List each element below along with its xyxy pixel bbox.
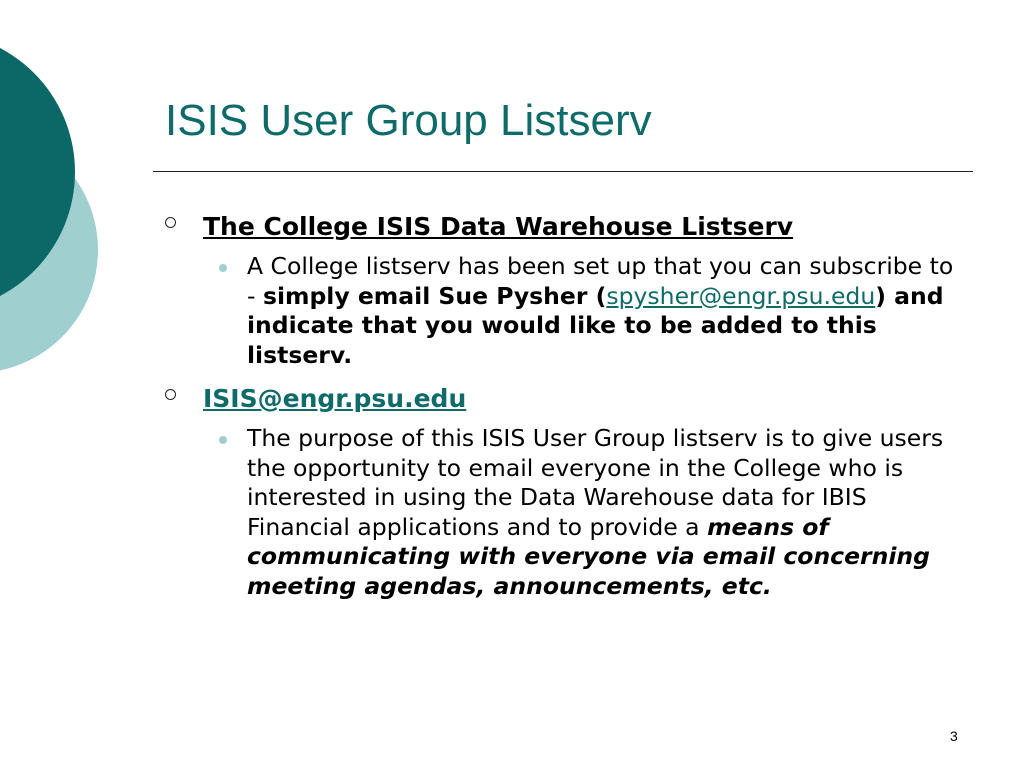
hollow-circle-bullet-icon [165, 217, 176, 228]
isis-email-link[interactable]: ISIS@engr.psu.edu [203, 384, 467, 413]
sub-bullet-text [247, 252, 957, 370]
purpose-bold-italic-text: means of communicating with everyone via email concerning meeting agendas, announcements, etc. [247, 512, 930, 600]
slide-content [165, 208, 965, 611]
decorative-circles [0, 0, 140, 420]
dot-bullet-icon [219, 436, 227, 444]
bullet-heading: The College ISIS Data Warehouse Listserv [203, 212, 794, 241]
subscribe-text: A College listserv has been set up that you can subscribe to - [247, 252, 954, 310]
title-divider [153, 171, 973, 172]
page-number: 3 [950, 728, 958, 744]
hollow-circle-bullet-icon [165, 389, 176, 400]
email-link[interactable]: spysher@engr.psu.edu [606, 281, 876, 310]
subscribe-bold-text-end: ) and indicate that you would like to be added to this listserv. [247, 281, 944, 369]
bullet-isis-email [165, 380, 965, 418]
sub-bullet-subscribe [165, 252, 965, 370]
subscribe-bold-text: simply email Sue Pysher ( [262, 281, 607, 310]
dot-bullet-icon [219, 264, 227, 272]
sub-bullet-purpose [165, 424, 965, 601]
purpose-text: The purpose of this ISIS User Group listserv is to give users the opportunity to email everyone in the College who is interested in using the Data Warehouse data for IBIS Financial applications and to provide a [247, 424, 944, 541]
sub-bullet-text [247, 424, 957, 601]
page-title: ISIS User Group Listserv [165, 96, 652, 145]
bullet-college-listserv [165, 208, 965, 246]
